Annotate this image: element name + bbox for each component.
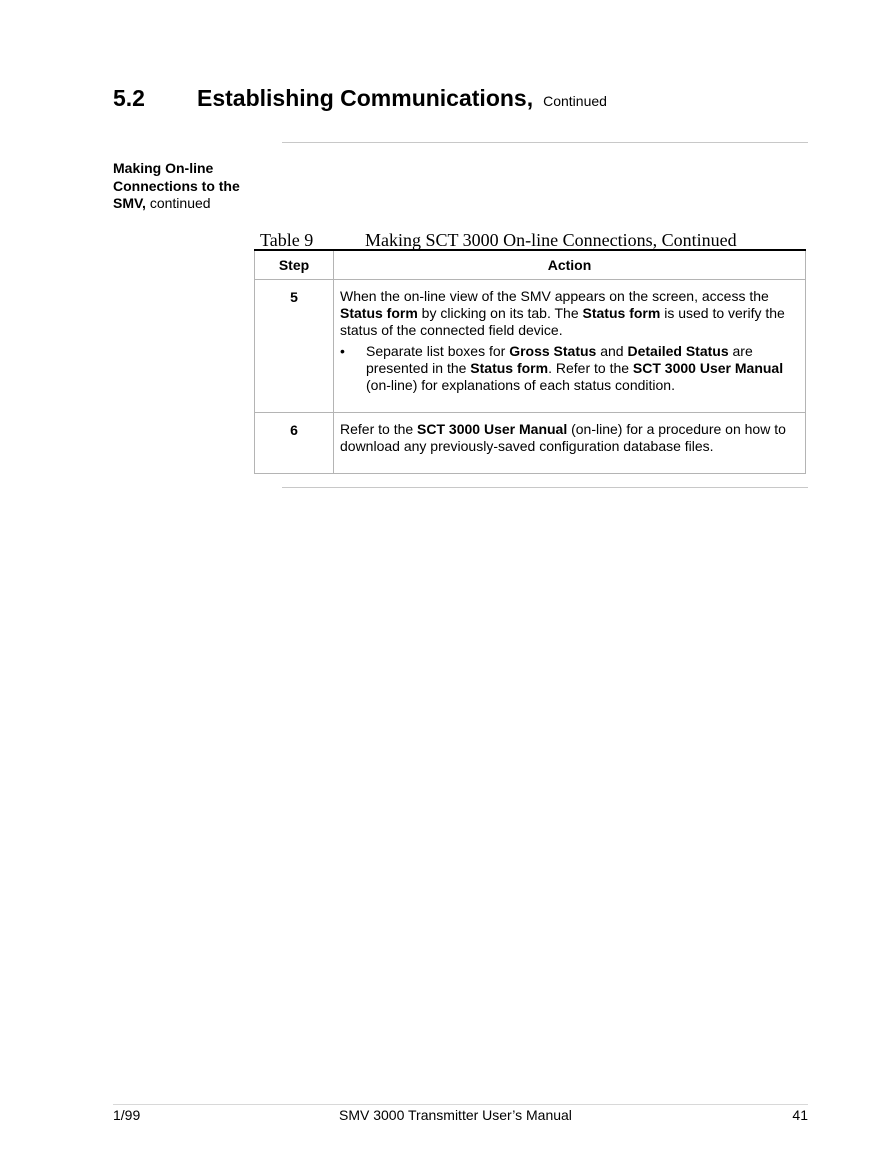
action-text: (on-line) for a procedure on how to download any previously-saved configuration database files. — [340, 421, 786, 454]
action-text: is used to verify the status of the connected field device. — [340, 305, 785, 338]
table-label: Table 9 — [260, 230, 314, 250]
side-heading-continued: continued — [149, 195, 211, 211]
footer-page-number: 41 — [792, 1107, 808, 1123]
step-number: 5 — [255, 280, 334, 413]
action-cell — [334, 413, 806, 474]
bullet-text: Separate list boxes for — [366, 343, 510, 359]
table-title: Making SCT 3000 On-line Connections, Continued — [365, 230, 737, 250]
procedure-table — [254, 249, 806, 474]
bullet-bold-text: SCT 3000 User Manual — [632, 360, 784, 376]
side-heading-bold: Making On-line Connections to the SMV, — [113, 160, 240, 211]
bullet-item — [340, 343, 799, 394]
action-paragraph — [340, 421, 799, 455]
step-number: 6 — [255, 413, 334, 474]
action-bold-text: SCT 3000 User Manual — [417, 421, 568, 437]
action-cell — [334, 280, 806, 413]
top-divider — [282, 142, 808, 143]
footer-divider — [113, 1104, 808, 1105]
table-row — [255, 280, 806, 413]
side-heading — [113, 160, 263, 213]
section-title — [197, 84, 607, 115]
table-caption — [260, 229, 805, 251]
column-header-step: Step — [255, 250, 334, 280]
bullet-text: and — [596, 343, 628, 359]
section-title-text: Establishing Communications, — [197, 85, 534, 111]
action-bold-text: Status form — [340, 305, 418, 321]
action-text: When the on-line view of the SMV appears on the screen, access the — [340, 288, 769, 304]
column-header-action: Action — [334, 250, 806, 280]
action-text: Refer to the — [340, 421, 418, 437]
bottom-divider — [282, 487, 808, 488]
bullet-text: . Refer to the — [548, 360, 633, 376]
bullet-bold-text: Gross Status — [509, 343, 597, 359]
action-bold-text: Status form — [582, 305, 661, 321]
continued-label: Continued — [543, 93, 607, 109]
bullet-bold-text: Detailed Status — [627, 343, 729, 359]
footer-date: 1/99 — [113, 1107, 141, 1123]
bullet-text: are presented in the — [366, 343, 753, 376]
bullet-text: (on-line) for explanations of each status condition. — [366, 377, 675, 393]
table-header-row — [255, 250, 806, 280]
bullet-bold-text: Status form — [470, 360, 549, 376]
footer-manual-title: SMV 3000 Transmitter User’s Manual — [339, 1107, 572, 1123]
action-paragraph — [340, 288, 799, 339]
table-row — [255, 413, 806, 474]
bullet-icon: • — [340, 343, 345, 359]
section-number: 5.2 — [113, 85, 145, 111]
action-text: by clicking on its tab. The — [417, 305, 583, 321]
